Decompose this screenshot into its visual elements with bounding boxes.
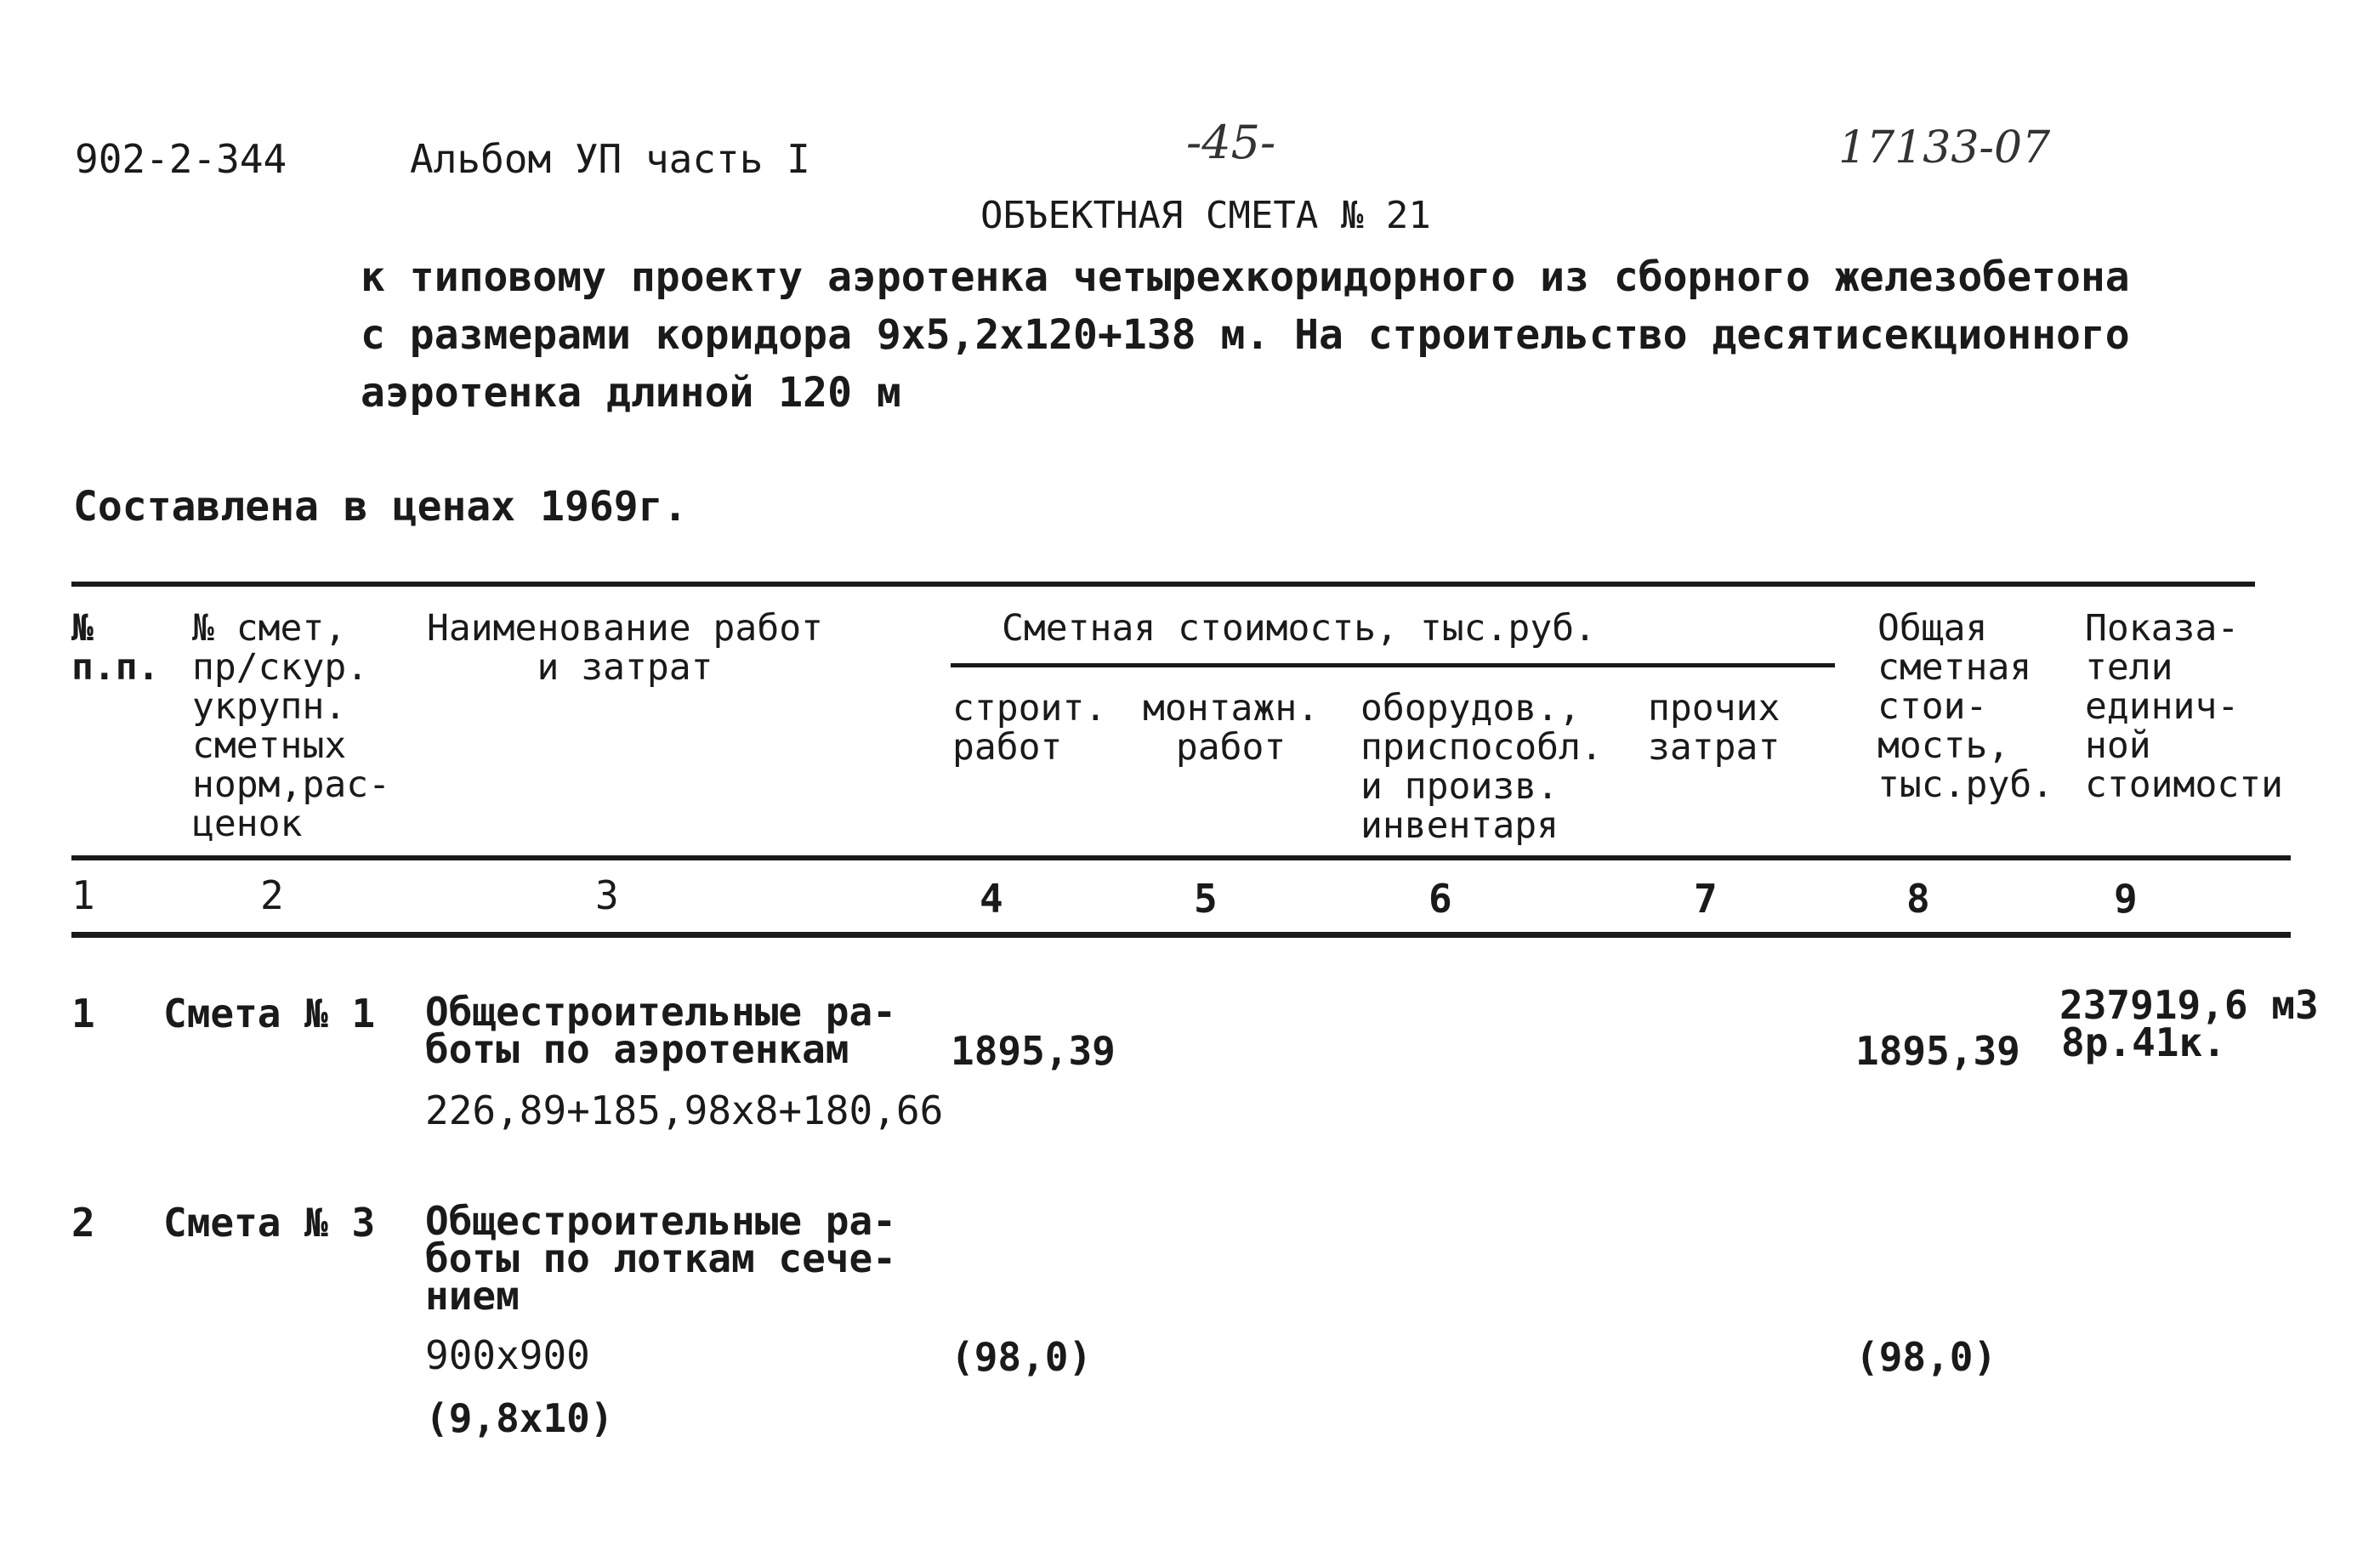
column-number-4: 4 [980,876,1003,922]
row-1-formula: 226,89+185,98х8+180,66 [425,1087,944,1133]
column-number-5: 5 [1194,876,1218,922]
header-col-equipment: оборудов., приспособл. и произв. инвентаря [1360,687,1603,847]
title-line-1: к типовому проекту аэротенка четырехкоридорного из сборного железобетона [361,253,2130,301]
header-col-indicators: Показа- тели единич- ной стоимости [2085,607,2283,806]
column-number-1: 1 [71,872,95,918]
row-1-name: Общестроительные ра- боты по аэротенкам [425,989,896,1072]
header-bottom-rule [71,855,2291,860]
table-top-rule [71,582,2255,587]
page-number: -45- [1186,116,1276,169]
header-col-estimate: № смет, пр/скур. укрупн. сметных норм,рас- ценок [192,607,390,845]
row-1-total-cost: 1895,39 [1855,1028,2020,1074]
row-2-number: 2 [71,1200,95,1246]
row-1-number: 1 [71,991,95,1036]
stamp-number: 17133-07 [1838,122,2051,173]
title-line-3: аэротенка длиной 120 м [361,369,901,417]
column-number-3: 3 [595,872,619,918]
document-code: 902-2-344 [75,136,287,182]
group-header-rule [951,663,1835,667]
header-col-installation: монтажн. работ [1143,687,1320,769]
column-number-2: 2 [260,872,284,918]
row-1-construction-cost: 1895,39 [951,1028,1116,1074]
column-number-8: 8 [1906,876,1930,922]
title-line-2: с размерами коридора 9х5,2х120+138 м. На строительство десятисекционного [361,311,2130,359]
album-label: Альбом УП часть I [410,136,810,182]
column-number-6: 6 [1429,876,1452,922]
prices-note: Составлена в ценах 1969г. [73,483,688,531]
estimate-heading: ОБЪЕКТНАЯ СМЕТА № 21 [980,194,1431,237]
row-2-construction-cost: (98,0) [951,1334,1093,1380]
row-2-name: Общестроительные ра- боты по лоткам сече- нием [425,1198,896,1319]
header-col-name: Наименование работ и затрат [427,607,823,689]
row-2-estimate: Смета № 3 [163,1200,376,1246]
row-2-total-cost: (98,0) [1855,1334,1997,1380]
header-col-total: Общая сметная стои- мость, тыс.руб. [1877,607,2054,806]
header-col-other: прочих затрат [1648,687,1781,769]
header-col-number: № п.п. [71,607,160,689]
row-1-estimate: Смета № 1 [163,991,376,1036]
column-numbers-rule [71,932,2291,938]
header-cost-group: Сметная стоимость, тыс.руб. [1002,607,1596,650]
header-col-construction: строит. работ [952,687,1107,769]
column-number-7: 7 [1694,876,1718,922]
column-number-9: 9 [2114,876,2138,922]
row-2-formula: (9,8х10) [425,1395,614,1441]
row-1-indicators: 237919,6 м3 8р.41к. [2059,982,2319,1065]
row-2-size: 900х900 [425,1332,590,1378]
